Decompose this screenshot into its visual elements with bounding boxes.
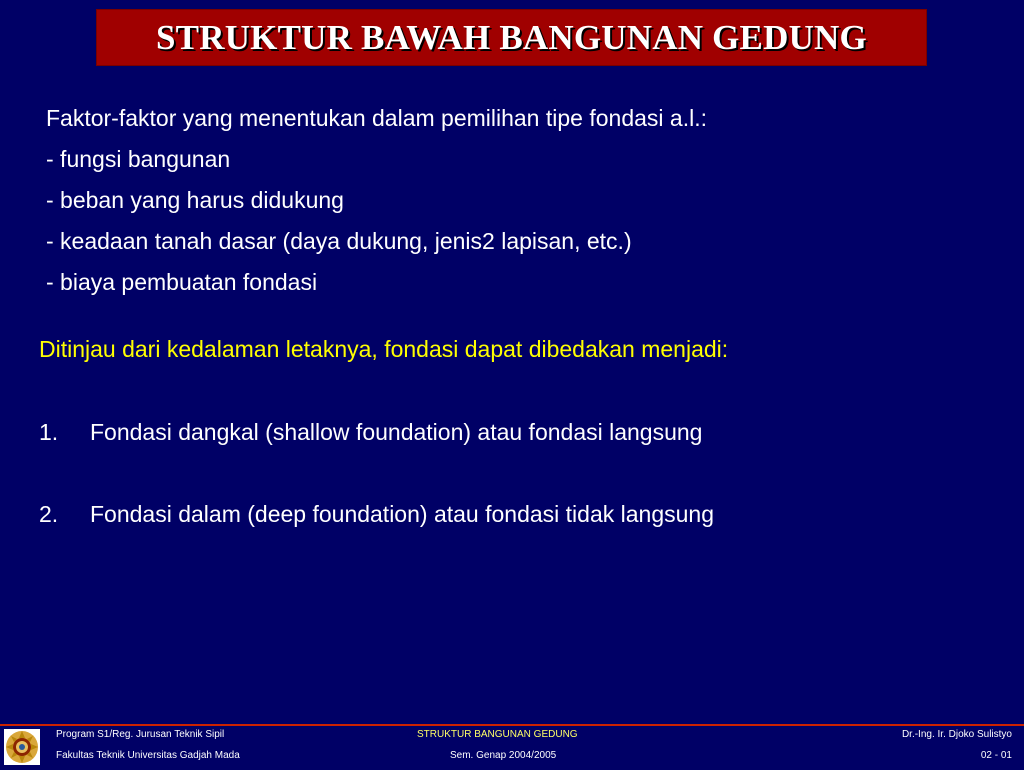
item-number: 1. (39, 419, 59, 445)
factors-list (46, 98, 707, 303)
foundation-item-deep (39, 501, 714, 528)
item-number: 2. (39, 501, 59, 527)
footer-semester: Sem. Genap 2004/2005 (450, 750, 557, 761)
factor-item: - beban yang harus didukung (46, 187, 344, 213)
factor-item: - keadaan tanah dasar (daya dukung, jenis2 lapisan, etc.) (46, 228, 632, 254)
depth-subheading: Ditinjau dari kedalaman letaknya, fondasi dapat dibedakan menjadi: (39, 336, 729, 362)
university-seal-icon (4, 729, 40, 765)
footer-author: Dr.-Ing. Ir. Djoko Sulistyo (901, 729, 1012, 740)
footer-page-number: 02 - 01 (980, 750, 1012, 761)
footer-divider (0, 724, 1024, 726)
title-banner (96, 9, 927, 66)
footer-program: Program S1/Reg. Jurusan Teknik Sipil (56, 729, 225, 740)
item-text: Fondasi dangkal (shallow foundation) atau fondasi langsung (90, 419, 703, 445)
factor-item: - biaya pembuatan fondasi (46, 269, 318, 295)
factor-item: - fungsi bangunan (46, 146, 231, 172)
footer-faculty: Fakultas Teknik Universitas Gadjah Mada (56, 750, 240, 761)
item-text: Fondasi dalam (deep foundation) atau fondasi tidak langsung (90, 501, 714, 527)
factors-intro: Faktor-faktor yang menentukan dalam pemilihan tipe fondasi a.l.: (46, 105, 707, 131)
footer-course: STRUKTUR BANGUNAN GEDUNG (417, 729, 578, 740)
slide-title: STRUKTUR BAWAH BANGUNAN GEDUNG (156, 17, 867, 57)
foundation-item-shallow (39, 419, 702, 446)
